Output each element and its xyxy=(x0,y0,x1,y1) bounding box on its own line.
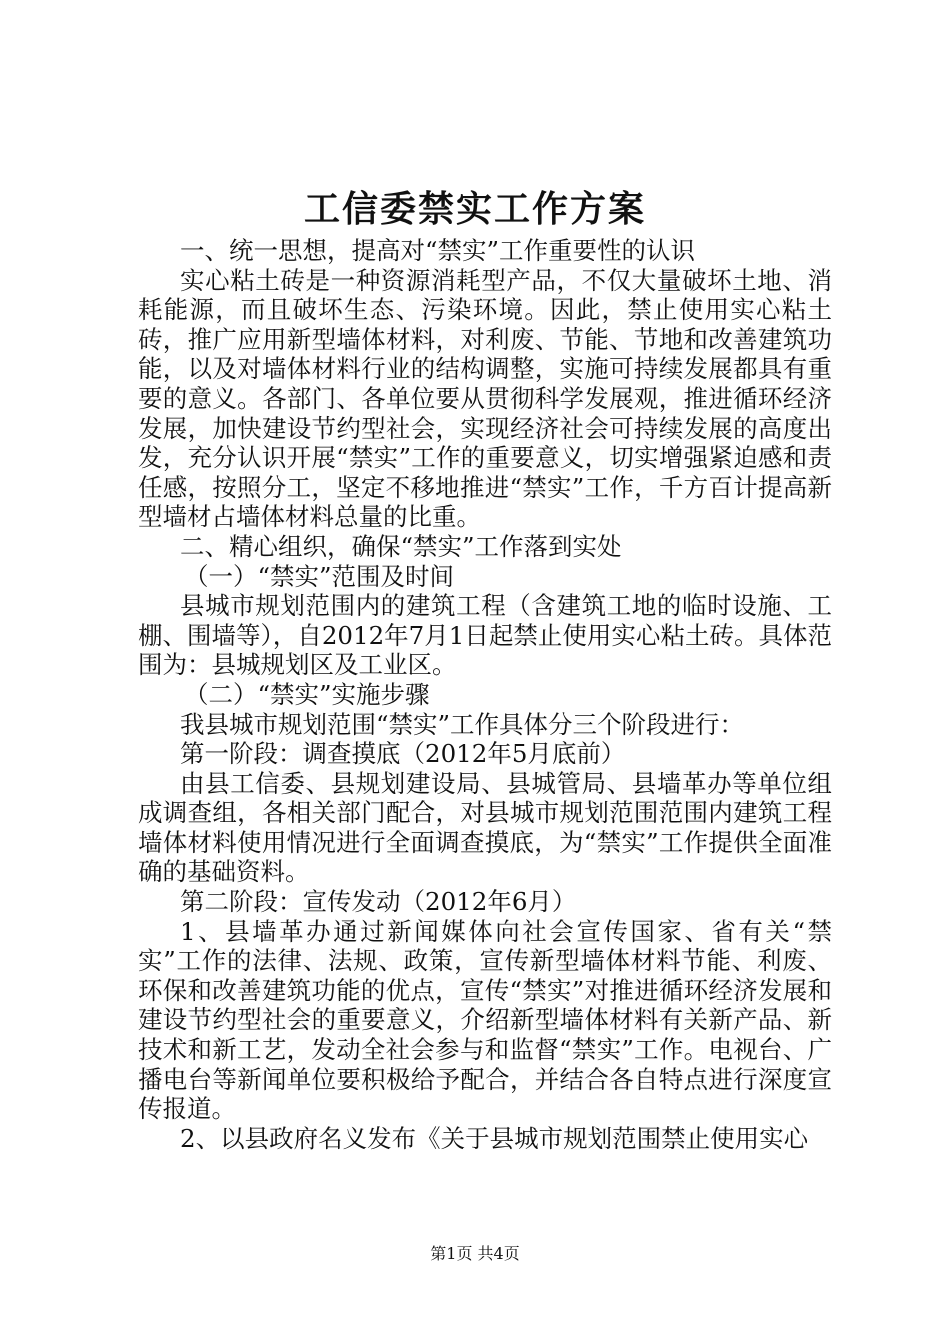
body-paragraph: 县城市规划范围内的建筑工程（含建筑工地的临时设施、工棚、围墙等），自2012年7月1日起禁止使用实心粘土砖。具体范围为：县城规划区及工业区。 xyxy=(138,591,832,680)
body-paragraph: 我县城市规划范围“禁实”工作具体分三个阶段进行： xyxy=(180,709,745,739)
body-paragraph: 实心粘土砖是一种资源消耗型产品，不仅大量破坏土地、消耗能源，而且破坏生态、污染环境。因此，禁止使用实心粘土砖，推广应用新型墙体材料，对利废、节能、节地和改善建筑功能，以及对墙体材料行业的结构调整，实施可持续发展都具有重要的意义。各部门、各单位要从贯彻科学发展观，推进循环经济发展，加快建设节约型社会，实现经济社会可持续发展的高度出发，充分认识开展“禁实”工作的重要意义，切实增强紧迫感和责任感，按照分工，坚定不移地推进“禁实”工作，千方百计提高新型墙材占墙体材料总量的比重。 xyxy=(138,265,832,532)
body-paragraph: 1、县墙革办通过新闻媒体向社会宣传国家、省有关“禁实”工作的法律、法规、政策，宣传新型墙体材料节能、利废、环保和改善建筑功能的优点，宣传“禁实”对推进循环经济发展和建设节约型社会的重要意义，介绍新型墙体材料有关新产品、新技术和新工艺，发动全社会参与和监督“禁实”工作。电视台、广播电台等新闻单位要积极给予配合，并结合各自特点进行深度宣传报道。 xyxy=(138,916,832,1124)
subsection-heading-2: （二）“禁实”实施步骤 xyxy=(184,679,430,709)
section-heading-2: 二、精心组织，确保“禁实”工作落到实处 xyxy=(180,531,622,561)
section-heading-1: 一、统一思想，提高对“禁实”工作重要性的认识 xyxy=(180,236,696,265)
body-paragraph: 由县工信委、县规划建设局、县城管局、县墙革办等单位组成调查组，各相关部门配合，对县城市规划范围范围内建筑工程墙体材料使用情况进行全面调查摸底，为“禁实”工作提供全面准确的基础资料。 xyxy=(138,768,832,887)
body-paragraph: 2、以县政府名义发布《关于县城市规划范围禁止使用实心 xyxy=(180,1123,809,1153)
document-title: 工信委禁实工作方案 xyxy=(303,188,646,230)
document-body xyxy=(138,236,832,1153)
stage-heading-1: 第一阶段：调查摸底（2012年5月底前） xyxy=(180,739,626,769)
subsection-heading-1: （一）“禁实”范围及时间 xyxy=(184,561,455,591)
page-footer: 第1页 共4页 xyxy=(430,1244,520,1263)
stage-heading-2: 第二阶段：宣传发动（2012年6月） xyxy=(180,887,577,917)
